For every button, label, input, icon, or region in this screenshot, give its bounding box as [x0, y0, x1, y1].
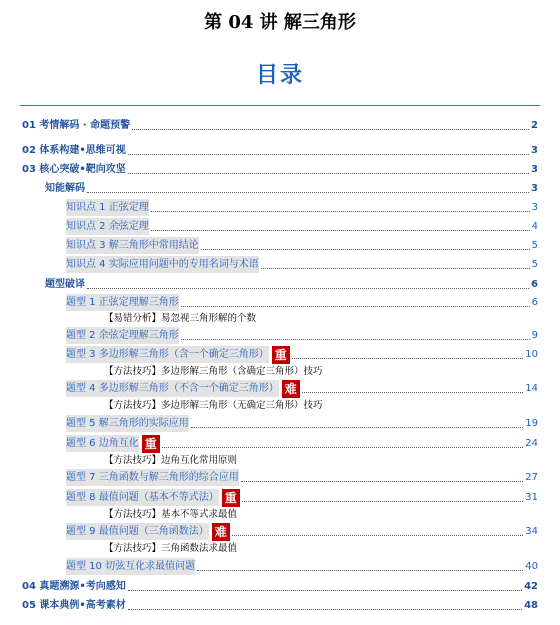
- toc-entry[interactable]: [22, 597, 538, 614]
- toc-page-number: 9: [531, 330, 538, 341]
- toc-page-number: 3: [531, 183, 538, 194]
- toc-page-number: 40: [525, 561, 538, 572]
- dot-leader: [242, 501, 524, 502]
- toc-subnote: 【易错分析】易忽视三角形解的个数: [104, 313, 257, 324]
- toc-page-number: 42: [524, 581, 538, 592]
- toc-entry-label: 01 考情解码 · 命题预警: [22, 120, 131, 131]
- difficulty-badge: 难: [282, 380, 300, 398]
- toc-entry[interactable]: [66, 218, 538, 235]
- toc-entry-label: 04 真题溯源•考向感知: [22, 581, 126, 592]
- dot-leader: [181, 306, 530, 307]
- toc-entry-label: 题型 5 解三角形的实际应用: [66, 415, 189, 432]
- toc-entry-label: 题型 6 边角互化: [66, 435, 139, 452]
- toc-entry[interactable]: [22, 578, 538, 595]
- toc-entry-label: 05 课本典例•高考素材: [22, 600, 126, 611]
- toc-page-number: 24: [525, 438, 538, 449]
- dot-leader: [302, 392, 524, 393]
- toc-page-number: 5: [531, 240, 538, 251]
- toc-entry[interactable]: [66, 199, 538, 216]
- toc-entry[interactable]: [66, 237, 538, 254]
- dot-leader: [201, 249, 530, 250]
- toc-entry[interactable]: [66, 469, 538, 486]
- toc-entry[interactable]: [66, 256, 538, 273]
- toc-entry[interactable]: [45, 276, 538, 293]
- dot-leader: [261, 268, 530, 269]
- toc-entry[interactable]: [45, 180, 538, 197]
- toc-entry-label: 题型破译: [45, 279, 85, 290]
- toc-entry[interactable]: [22, 117, 538, 134]
- toc-subnote: 【方法技巧】边角互化常用原则: [104, 455, 238, 466]
- toc-page-number: 31: [525, 492, 538, 503]
- toc-entry[interactable]: [66, 558, 538, 575]
- difficulty-badge: 重: [142, 435, 160, 453]
- dot-leader: [151, 230, 530, 231]
- toc-entry-label: 知识点 2 余弦定理: [66, 218, 149, 235]
- toc-entry[interactable]: [22, 142, 538, 159]
- toc-subnote: 【方法技巧】多边形解三角形（无确定三角形）技巧: [104, 400, 323, 411]
- difficulty-badge: 重: [272, 346, 290, 364]
- dot-leader: [128, 609, 522, 610]
- toc-subnote: 【方法技巧】多边形解三角形（含确定三角形）技巧: [104, 366, 323, 377]
- toc-page-number: 3: [531, 145, 538, 156]
- toc-entry-label: 题型 9 最值问题（三角函数法）: [66, 523, 209, 540]
- toc-page-number: 2: [531, 120, 538, 131]
- dot-leader: [87, 192, 529, 193]
- toc-entry[interactable]: [66, 327, 538, 344]
- dot-leader: [132, 129, 529, 130]
- toc-page-number: 27: [525, 472, 538, 483]
- document-title: 第 04 讲 解三角形: [204, 12, 356, 33]
- dot-leader: [128, 173, 529, 174]
- toc-subnote: 【方法技巧】三角函数法求最值: [104, 543, 238, 554]
- dot-leader: [181, 339, 530, 340]
- dot-leader: [128, 154, 529, 155]
- toc-entry[interactable]: [22, 161, 538, 178]
- toc-page-number: 5: [531, 259, 538, 270]
- toc-entry-label: 题型 10 切弦互化求最值问题: [66, 558, 195, 575]
- dot-leader: [151, 211, 530, 212]
- toc-page-number: 19: [525, 418, 538, 429]
- dot-leader: [197, 570, 523, 571]
- toc-entry-label: 知能解码: [45, 183, 85, 194]
- difficulty-badge: 重: [222, 489, 240, 507]
- toc-heading: 目录: [255, 63, 304, 88]
- toc-page-number: 34: [525, 526, 538, 537]
- toc-page-number: 3: [531, 164, 538, 175]
- toc-page-number: 4: [531, 221, 538, 232]
- toc-subnote: 【方法技巧】基本不等式求最值: [104, 509, 238, 520]
- toc-entry[interactable]: [66, 523, 538, 540]
- toc-entry[interactable]: [66, 435, 538, 452]
- dot-leader: [232, 535, 524, 536]
- toc-entry-label: 03 核心突破•靶向攻坚: [22, 164, 126, 175]
- toc-entry-label: 题型 4 多边形解三角形（不含一个确定三角形）: [66, 380, 279, 397]
- toc-page-number: 6: [531, 297, 538, 308]
- toc-entry-label: 题型 8 最值问题（基本不等式法）: [66, 489, 219, 506]
- toc-entry-label: 题型 1 正弦定理解三角形: [66, 294, 179, 311]
- toc-entry[interactable]: [66, 294, 538, 311]
- toc-entry[interactable]: [66, 380, 538, 397]
- toc-page-number: 6: [531, 279, 538, 290]
- dot-leader: [191, 427, 524, 428]
- toc-entry-label: 02 体系构建•思维可视: [22, 145, 126, 156]
- dot-leader: [292, 358, 524, 359]
- toc-page-number: 48: [524, 600, 538, 611]
- toc-entry-label: 题型 7 三角函数与解三角形的综合应用: [66, 469, 239, 486]
- dot-leader: [162, 447, 524, 448]
- toc-entry-label: 题型 2 余弦定理解三角形: [66, 327, 179, 344]
- toc-entry[interactable]: [66, 489, 538, 506]
- toc-page-number: 14: [525, 383, 538, 394]
- toc-entry-label: 题型 3 多边形解三角形（含一个确定三角形）: [66, 346, 269, 363]
- difficulty-badge: 难: [212, 523, 230, 541]
- dot-leader: [241, 481, 524, 482]
- toc-entry-label: 知识点 1 正弦定理: [66, 199, 149, 216]
- dot-leader: [128, 590, 522, 591]
- toc-entry[interactable]: [66, 415, 538, 432]
- dot-leader: [87, 288, 529, 289]
- toc-entry-label: 知识点 3 解三角形中常用结论: [66, 237, 199, 254]
- toc-page-number: 10: [525, 349, 538, 360]
- toc-entry[interactable]: [66, 346, 538, 363]
- toc-entry-label: 知识点 4 实际应用问题中的专用名词与术语: [66, 256, 259, 273]
- toc-page-number: 3: [531, 202, 538, 213]
